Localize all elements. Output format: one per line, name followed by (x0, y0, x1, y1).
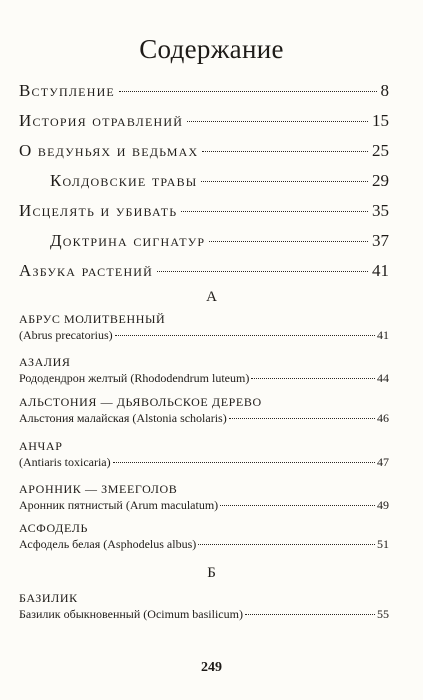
page-number: 249 (201, 660, 222, 675)
entry-page: 51 (377, 537, 389, 551)
dot-leader (187, 121, 368, 122)
entry-page: 46 (377, 411, 389, 425)
toc-page: 29 (372, 171, 389, 190)
toc-row (19, 141, 389, 161)
entry-page: 55 (377, 607, 389, 621)
entry-name: АНЧАР (19, 439, 63, 453)
dot-leader (201, 181, 368, 182)
dot-leader (113, 462, 375, 463)
entry-subtitle: Базилик обыкновенный (Ocimum basilicum) (19, 607, 243, 621)
entry-subtitle: (Antiaris toxicaria) (19, 455, 111, 469)
entry-subtitle: (Abrus precatorius) (19, 328, 113, 342)
page-title: Содержание (139, 34, 284, 64)
toc-row (19, 81, 389, 101)
toc-row (19, 201, 389, 221)
dot-leader (202, 151, 368, 152)
dot-leader (119, 91, 377, 92)
toc-label: Доктрина сигнатур (50, 231, 206, 250)
dot-leader (157, 271, 368, 272)
dot-leader (229, 418, 375, 419)
dot-leader (209, 241, 368, 242)
entry-name: АЗАЛИЯ (19, 355, 71, 369)
toc-row (19, 261, 389, 281)
entry-page: 44 (377, 371, 389, 385)
entry-subtitle: Аронник пятнистый (Arum maculatum) (19, 498, 219, 512)
toc-label: Вступление (19, 81, 115, 100)
entry-page: 49 (377, 498, 389, 512)
toc-page: 8 (380, 81, 389, 100)
dot-leader (245, 614, 375, 615)
entry-name: АРОННИК — ЗМЕЕГОЛОВ (19, 482, 178, 496)
dot-leader (220, 505, 375, 506)
entry-subtitle: Рододендрон желтый (Rhododendrum luteum) (19, 371, 250, 385)
entry-subtitle: Асфодель белая (Asphodelus albus) (19, 537, 197, 551)
toc-row (19, 111, 389, 131)
entry-page: 41 (377, 328, 389, 342)
dot-leader (198, 544, 375, 545)
entry-name: АЛЬСТОНИЯ — ДЬЯВОЛЬСКОЕ ДЕРЕВО (19, 395, 262, 409)
toc-label: О ведуньях и ведьмах (19, 141, 199, 160)
dot-leader (251, 378, 375, 379)
index-entry (19, 520, 389, 552)
index-entry (19, 481, 389, 513)
entry-page: 47 (377, 455, 389, 469)
section-letter-a: А (206, 289, 217, 305)
index-entry (19, 438, 389, 470)
toc-page: 15 (372, 111, 389, 130)
toc-row (50, 231, 389, 251)
index-entry (19, 590, 389, 622)
index-entry (19, 311, 389, 343)
toc-label: Азбука растений (19, 261, 154, 280)
index-entry (19, 394, 389, 426)
toc-page: 41 (372, 261, 389, 280)
section-letter-b: Б (207, 565, 216, 581)
entry-subtitle: Альстония малайская (Alstonia scholaris) (19, 411, 227, 425)
entry-name: БАЗИЛИК (19, 591, 78, 605)
toc-page: 37 (372, 231, 389, 250)
toc-label: История отравлений (19, 111, 184, 130)
dot-leader (115, 335, 375, 336)
toc-row (50, 171, 389, 191)
entry-name: АБРУС МОЛИТВЕННЫЙ (19, 312, 166, 326)
dot-leader (181, 211, 368, 212)
toc-page: 35 (372, 201, 389, 220)
index-entry (19, 354, 389, 386)
entry-name: АСФОДЕЛЬ (19, 521, 88, 535)
toc-label: Исцелять и убивать (19, 201, 178, 220)
toc-page: 25 (372, 141, 389, 160)
toc-label: Колдовские травы (50, 171, 198, 190)
